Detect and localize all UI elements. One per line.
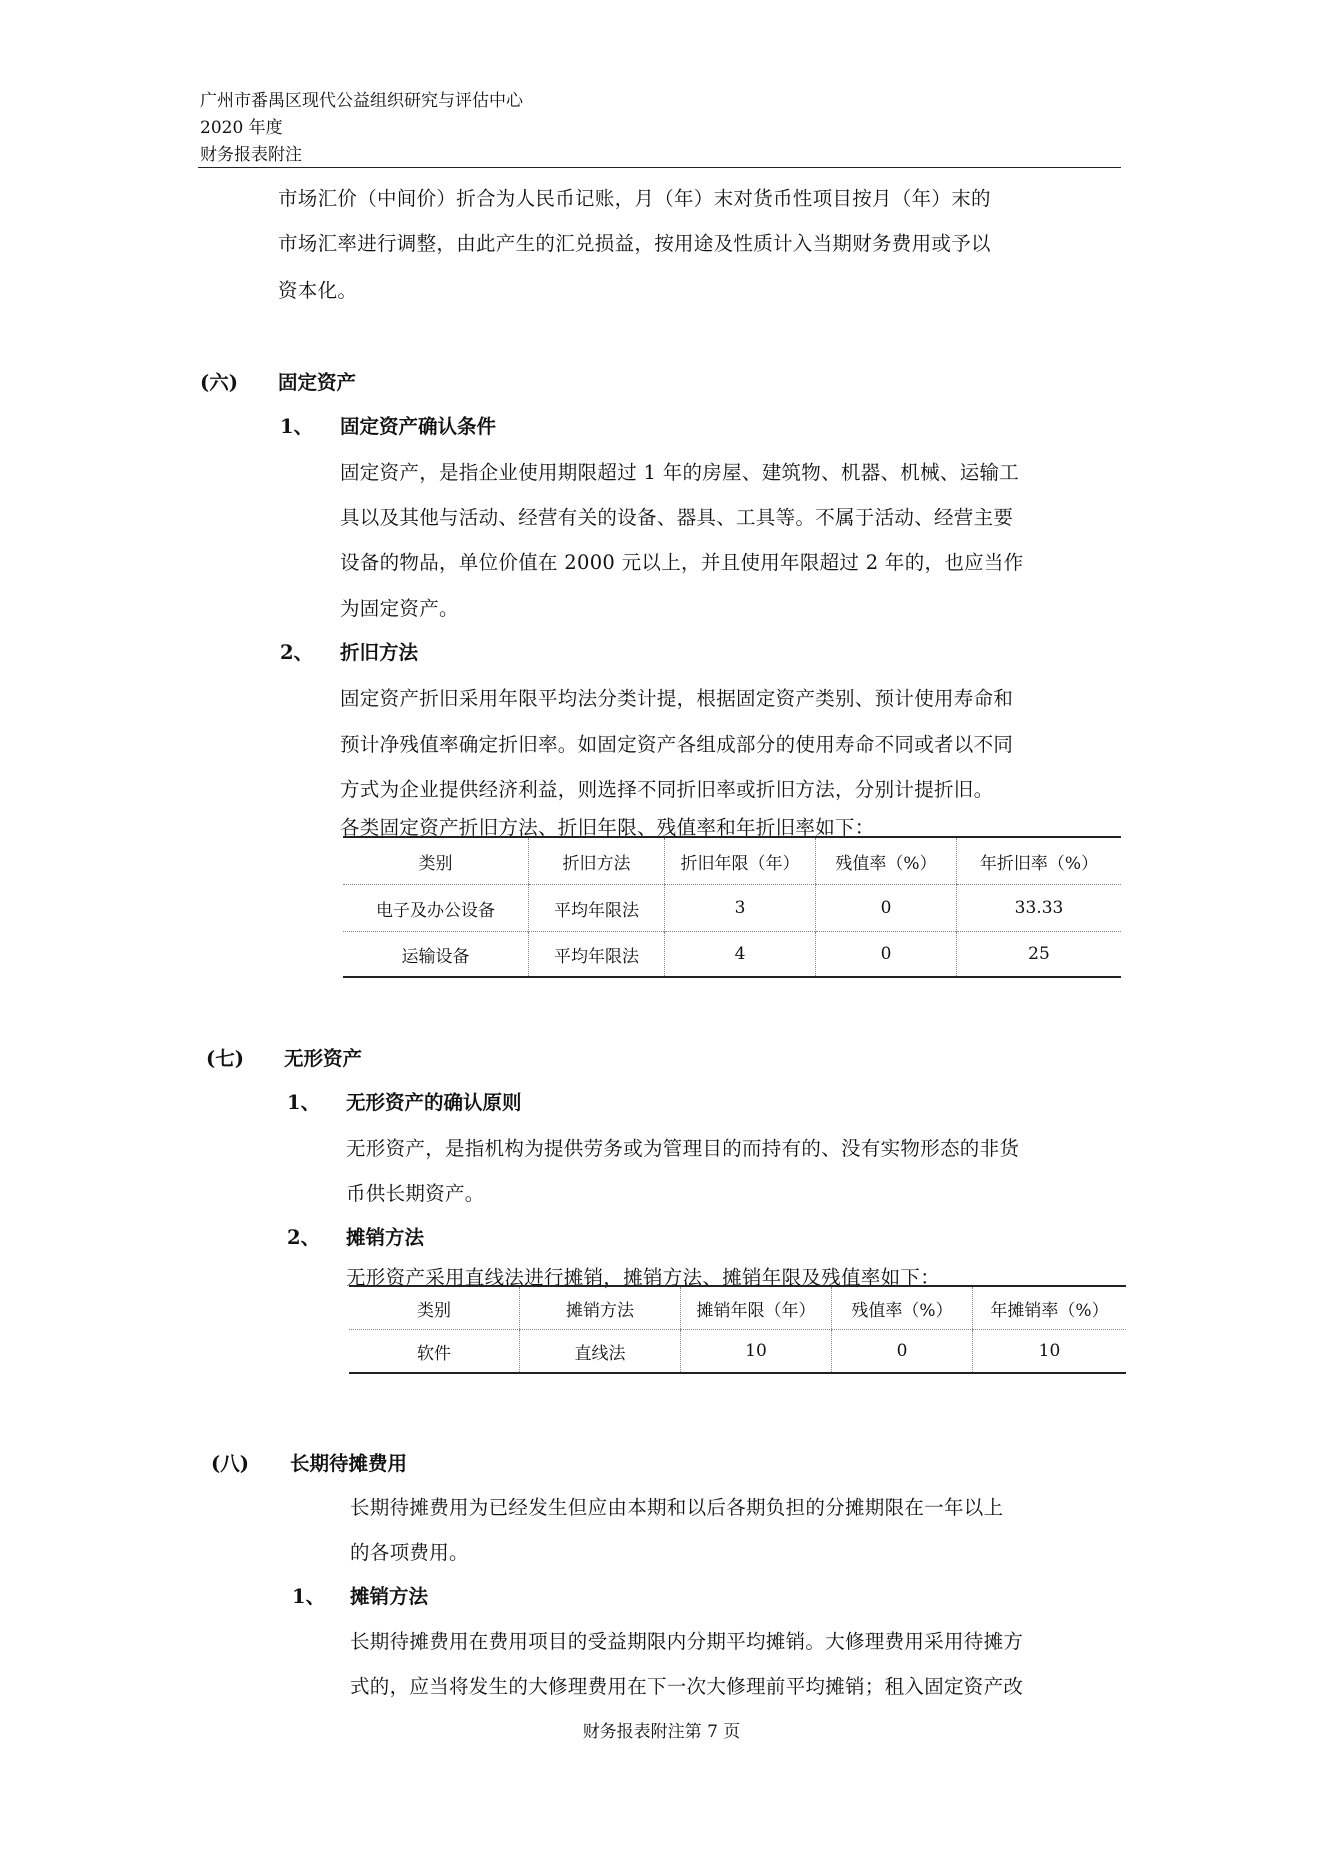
section-number: (八)	[211, 1452, 249, 1475]
table-header-cell: 折旧方法	[529, 837, 665, 885]
paragraph-line: 为固定资产。	[340, 597, 459, 620]
subsection-title: 折旧方法	[340, 641, 419, 664]
section-title: 长期待摊费用	[290, 1452, 408, 1475]
section-title: 固定资产	[278, 371, 357, 394]
paragraph-line: 无形资产，是指机构为提供劳务或为管理目的而持有的、没有实物形态的非货	[346, 1137, 1020, 1160]
table-row	[343, 885, 1121, 932]
paragraph-line: 设备的物品，单位价值在 2000 元以上，并且使用年限超过 2 年的，也应当作	[340, 551, 1024, 574]
section-title: 无形资产	[284, 1047, 363, 1070]
table-header-cell: 残值率（%）	[816, 837, 957, 885]
table-cell: 平均年限法	[529, 885, 665, 932]
table-header-row	[343, 837, 1121, 885]
paragraph-line: 的各项费用。	[350, 1541, 469, 1564]
table-header-row	[349, 1286, 1126, 1330]
paragraph-line: 长期待摊费用在费用项目的受益期限内分期平均摊销。大修理费用采用待摊方	[350, 1630, 1024, 1653]
table-cell: 0	[816, 885, 957, 932]
paragraph-line: 无形资产采用直线法进行摊销，摊销方法、摊销年限及残值率如下：	[346, 1266, 941, 1289]
page-footer: 财务报表附注第 7 页	[582, 1722, 741, 1742]
table-cell: 直线法	[520, 1330, 681, 1374]
table-row	[343, 932, 1121, 978]
amortization-table	[349, 1285, 1126, 1374]
paragraph-line: 长期待摊费用为已经发生但应由本期和以后各期负担的分摊期限在一年以上	[350, 1496, 1004, 1519]
table-header-cell: 类别	[343, 837, 529, 885]
table-header-cell: 摊销年限（年）	[681, 1286, 832, 1330]
table-header-cell: 类别	[349, 1286, 520, 1330]
depreciation-table	[343, 836, 1121, 978]
paragraph-line: 固定资产，是指企业使用期限超过 1 年的房屋、建筑物、机器、机械、运输工	[340, 461, 1020, 484]
section-number: (七)	[206, 1047, 244, 1070]
table-cell: 软件	[349, 1330, 520, 1374]
table-header-cell: 年折旧率（%）	[957, 837, 1122, 885]
subsection-number: 2、	[280, 641, 314, 664]
subsection-title: 无形资产的确认原则	[346, 1091, 522, 1114]
paragraph-line: 各类固定资产折旧方法、折旧年限、残值率和年折旧率如下：	[340, 816, 875, 839]
table-cell: 3	[665, 885, 816, 932]
table-cell: 25	[957, 932, 1122, 978]
table-header-cell: 残值率（%）	[832, 1286, 973, 1330]
subsection-number: 2、	[287, 1226, 321, 1249]
paragraph-line: 固定资产折旧采用年限平均法分类计提，根据固定资产类别、预计使用寿命和	[340, 687, 1014, 710]
intro-line: 市场汇率进行调整，由此产生的汇兑损益，按用途及性质计入当期财务费用或予以	[278, 232, 991, 255]
table-cell: 0	[816, 932, 957, 978]
table-row	[349, 1330, 1126, 1374]
table-cell: 10	[973, 1330, 1127, 1374]
subsection-number: 1、	[292, 1585, 326, 1608]
header-doc: 财务报表附注	[200, 145, 302, 165]
subsection-number: 1、	[280, 415, 314, 438]
table-header-cell: 折旧年限（年）	[665, 837, 816, 885]
page-header	[200, 88, 523, 169]
table-cell: 4	[665, 932, 816, 978]
section-number: (六)	[200, 371, 238, 394]
intro-line: 资本化。	[278, 279, 358, 302]
subsection-number: 1、	[287, 1091, 321, 1114]
table-header-cell: 年摊销率（%）	[973, 1286, 1127, 1330]
intro-line: 市场汇价（中间价）折合为人民币记账，月（年）末对货币性项目按月（年）末的	[278, 187, 991, 210]
table-cell: 33.33	[957, 885, 1122, 932]
paragraph-line: 式的，应当将发生的大修理费用在下一次大修理前平均摊销；租入固定资产改	[350, 1675, 1024, 1698]
paragraph-line: 方式为企业提供经济利益，则选择不同折旧率或折旧方法，分别计提折旧。	[340, 778, 994, 801]
subsection-title: 摊销方法	[350, 1585, 429, 1608]
header-year: 2020 年度	[200, 118, 283, 138]
paragraph-line: 币供长期资产。	[346, 1182, 485, 1205]
subsection-title: 固定资产确认条件	[340, 415, 497, 438]
table-cell: 运输设备	[343, 932, 529, 978]
table-cell: 电子及办公设备	[376, 900, 495, 921]
table-header-cell: 摊销方法	[520, 1286, 681, 1330]
subsection-title: 摊销方法	[346, 1226, 425, 1249]
header-divider	[198, 167, 1121, 168]
table-cell: 平均年限法	[529, 932, 665, 978]
table-cell: 0	[832, 1330, 973, 1374]
paragraph-line: 具以及其他与活动、经营有关的设备、器具、工具等。不属于活动、经营主要	[340, 506, 1014, 529]
paragraph-line: 预计净残值率确定折旧率。如固定资产各组成部分的使用寿命不同或者以不同	[340, 733, 1014, 756]
table-cell: 10	[681, 1330, 832, 1374]
header-org: 广州市番禺区现代公益组织研究与评估中心	[200, 91, 523, 111]
